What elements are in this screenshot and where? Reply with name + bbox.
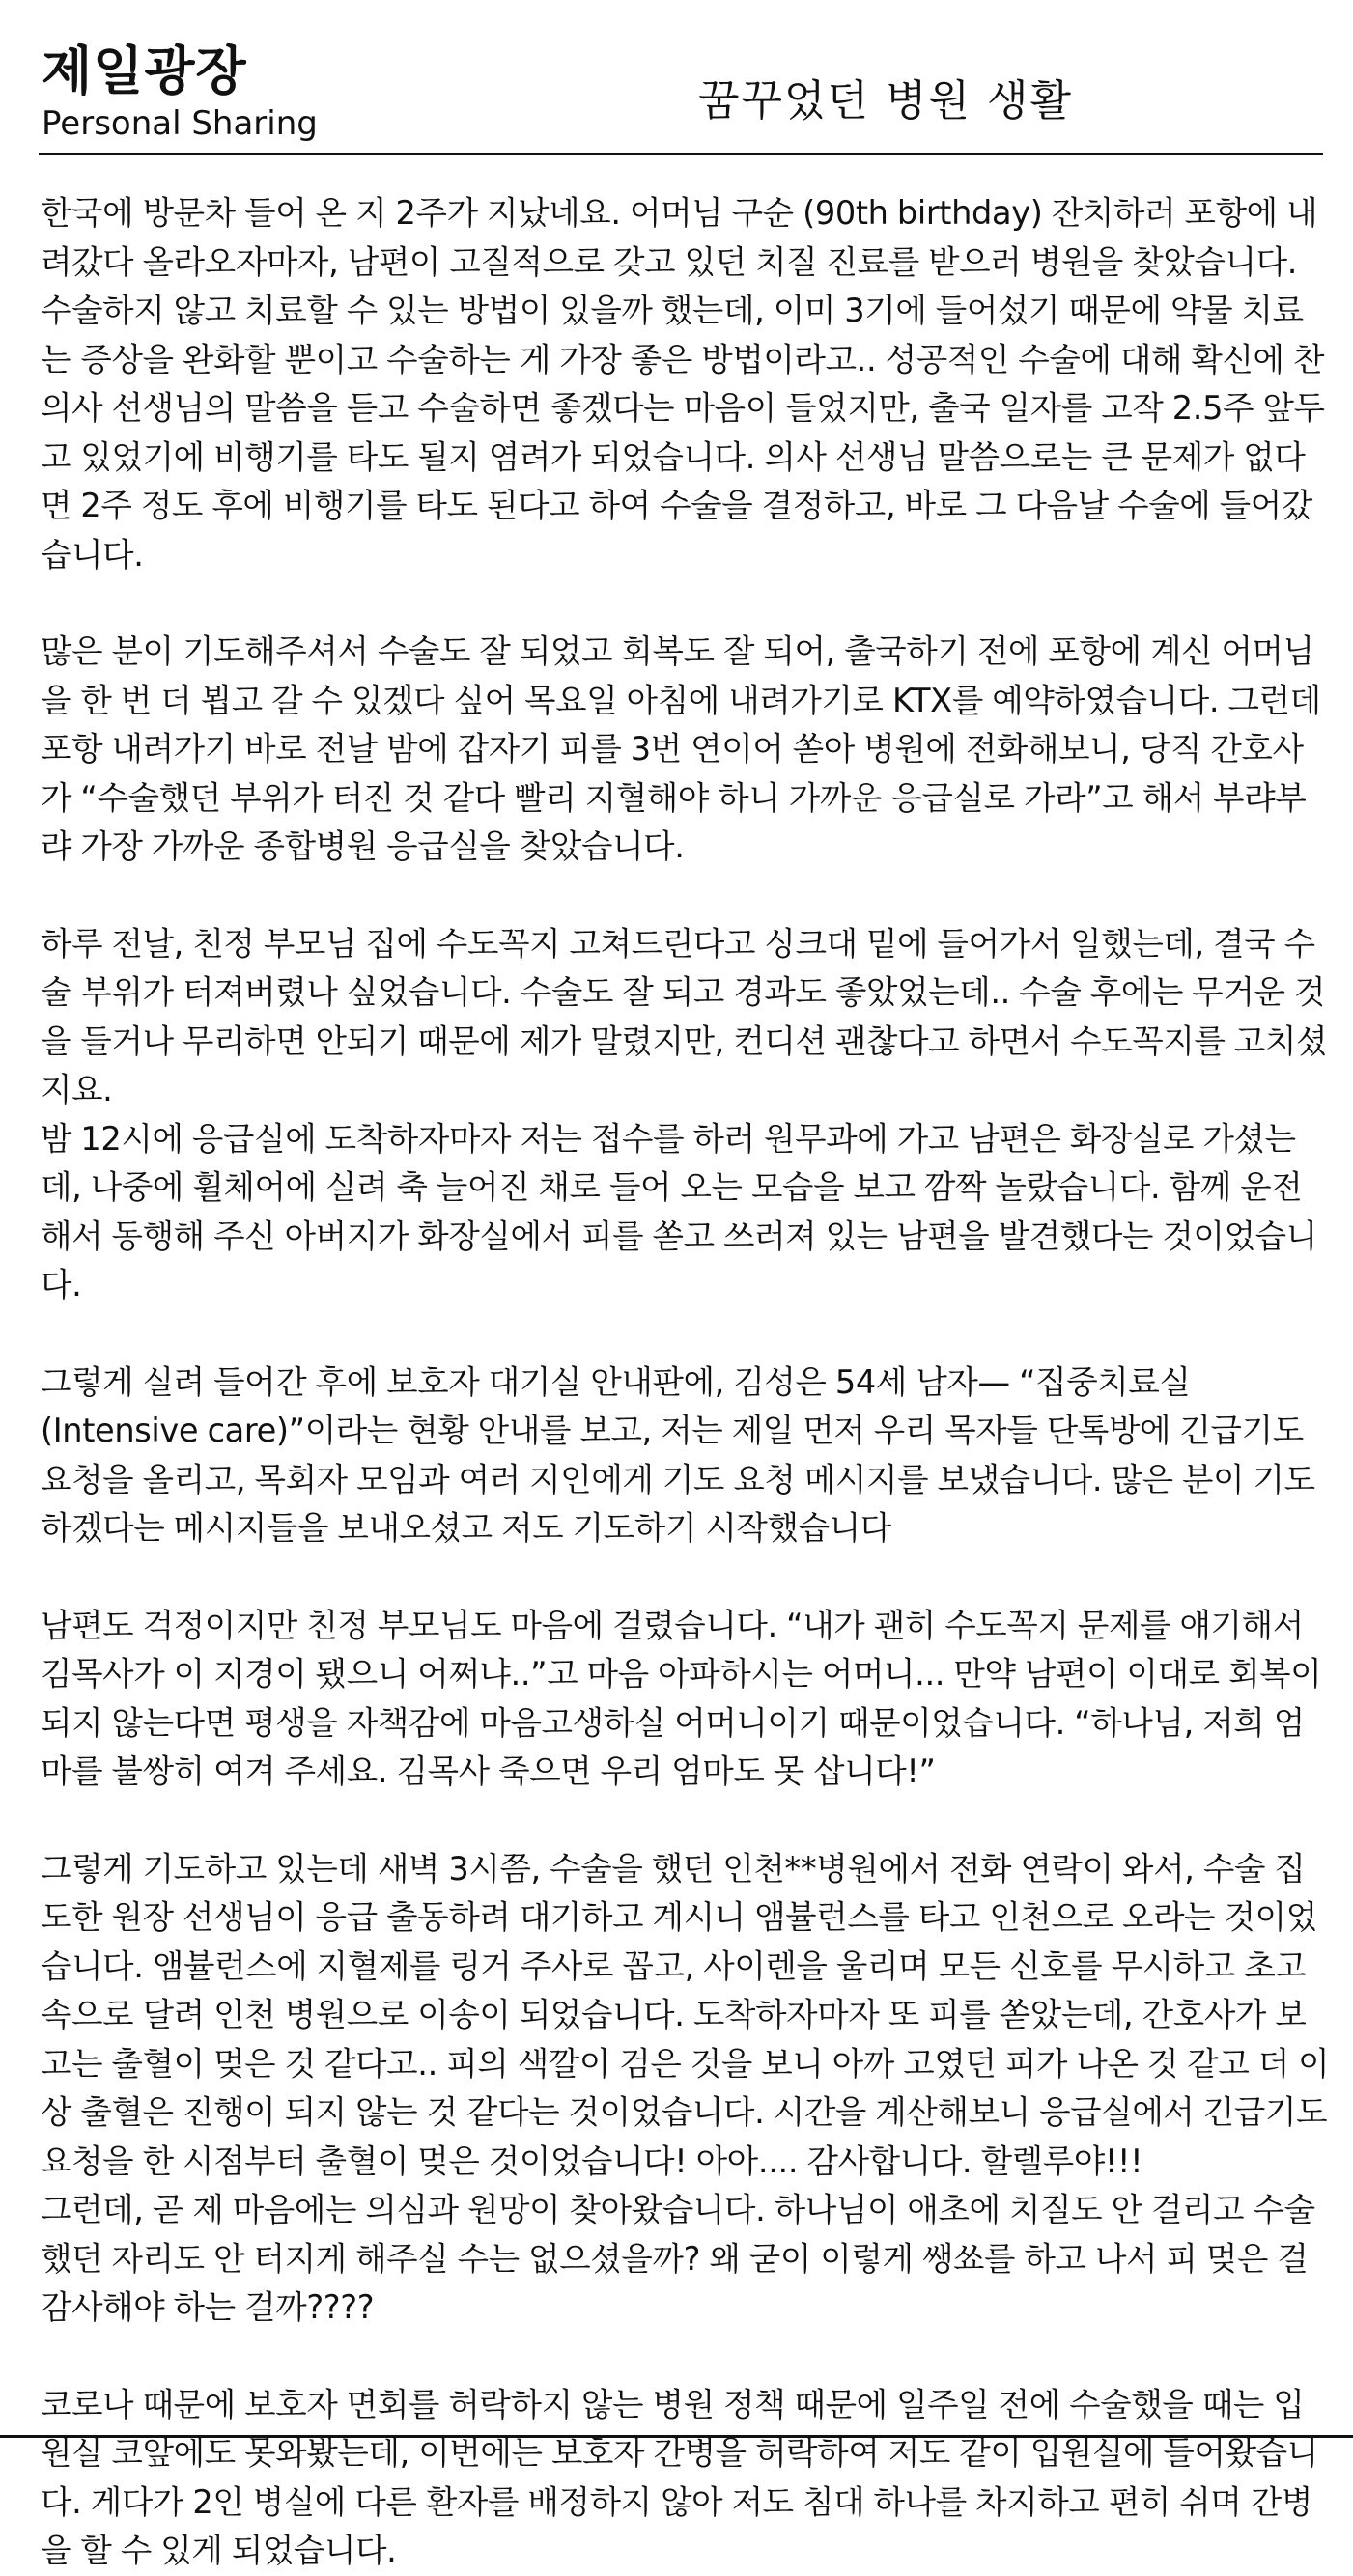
paragraph-7: 그렇게 기도하고 있는데 새벽 3시쯤, 수술을 했던 인천**병원에서 전화 연락이 와서, 수술 집도한 원장 선생님이 응급 출동하려 대기하고 계시니 앰뷸런스를 타고 인천으로 오라는 것이었습니다. 앰뷸런스에 지혈제를 링거 주사로 꼽고, 사이렌을 울리며 모든 신호를 무시하고 초고속으로 달려 인천 병원으로 이송이 되었습니다. 도착하자마자 또 피를 쏟았는데, 간호사가 보고는 출혈이 멎은 것 같다고.. 피의 색깔이 검은 것을 보니 아까 고였던 피가 나온 것 같고 더 이상 출혈은 진행이 되지 않는 것 같다는 것이었습니다. 시간을 계산해보니 응급실에서 긴급기도 요청을 한 시점부터 출혈이 멎은 것이었습니다! 아아.... 감사합니다. 할렐루야!!! <box>41 1849 1330 2180</box>
paragraph-6: 남편도 걱정이지만 친정 부모님도 마음에 걸렸습니다. “내가 괜히 수도꼭지 문제를 얘기해서 김목사가 이 지경이 됐으니 어쩌냐..”고 마음 아파하시는 어머니... 만약 남편이 이대로 회복이 되지 않는다면 평생을 자책감에 마음고생하실 어머니이기 때문이었습니다. “하나님, 저희 엄마를 불쌍히 여겨 주세요. 김목사 죽으면 우리 엄마도 못 삽니다!” <box>41 1606 1322 1790</box>
paragraph-4: 밤 12시에 응급실에 도착하자마자 저는 접수를 하러 원무과에 가고 남편은 화장실로 가셨는데, 나중에 휠체어에 실려 축 늘어진 채로 들어 오는 모습을 보고 깜짝 놀랐습니다. 함께 운전해서 동행해 주신 아버지가 화장실에서 피를 쏟고 쓰러져 있는 남편을 발견했다는 것이었습니다. <box>41 1119 1317 1303</box>
paragraph-3: 하루 전날, 친정 부모님 집에 수도꼭지 고쳐드린다고 싱크대 밑에 들어가서 일했는데, 결국 수술 부위가 터져버렸나 싶었습니다. 수술도 잘 되고 경과도 좋았었는데.. 수술 후에는 무거운 것을 들거나 무리하면 안되기 때문에 제가 말렸지만, 컨디션 괜찮다고 하면서 수도꼭지를 고치셨지요. <box>41 924 1328 1108</box>
page-header <box>39 35 1323 155</box>
paragraph-8: 그런데, 곧 제 마음에는 의심과 원망이 찾아왔습니다. 하나님이 애초에 치질도 안 걸리고 수술했던 자리도 안 터지게 해주실 수는 없으셨을까? 왜 굳이 이렇게 쌩쑈를 하고 나서 피 멎은 걸 감사해야 하는 걸까???? <box>41 2191 1315 2326</box>
paragraph-5: 그렇게 실려 들어간 후에 보호자 대기실 안내판에, 김성은 54세 남자— “집중치료실 (Intensive care)”이라는 현황 안내를 보고, 저는 제일 먼저 우리 목자들 단톡방에 긴급기도 요청을 올리고, 목회자 모임과 여러 지인에게 기도 요청 메시지를 보냈습니다. 많은 분이 기도하겠다는 메시지들을 보내오셨고 저도 기도하기 시작했습니다 <box>41 1362 1315 1547</box>
brand-subtitle: Personal Sharing <box>42 104 318 143</box>
paragraph-2: 많은 분이 기도해주셔서 수술도 잘 되었고 회복도 잘 되어, 출국하기 전에 포항에 계신 어머님을 한 번 더 뵙고 갈 수 있겠다 싶어 목요일 아침에 내려가기로 KTX를 예약하였습니다. 그런데 포항 내려가기 바로 전날 밤에 갑자기 피를 3번 연이어 쏟아 병원에 전화해보니, 당직 간호사가 “수술했던 부위가 터진 것 같다 빨리 지혈해야 하니 가까운 응급실로 가라”고 해서 부랴부랴 가장 가까운 종합병원 응급실을 찾았습니다. <box>41 632 1321 865</box>
paragraph-9: 코로나 때문에 보호자 면회를 허락하지 않는 병원 정책 때문에 일주일 전에 수술했을 때는 입원실 코앞에도 못와봤는데, 이번에는 보호자 간병을 허락하여 저도 같이 입원실에 들어왔습니다. 게다가 2인 병실에 다른 환자를 배정하지 않아 저도 침대 하나를 차지하고 편히 쉬며 간병을 할 수 있게 되었습니다. <box>41 2385 1318 2569</box>
article-title: 꿈꾸었던 병원 생활 <box>698 76 1074 126</box>
article-body <box>41 189 1333 2576</box>
brand-block <box>42 41 318 143</box>
footer-divider <box>0 2435 1353 2438</box>
brand-title: 제일광장 <box>42 41 247 101</box>
paragraph-1: 한국에 방문차 들어 온 지 2주가 지났네요. 어머님 구순 (90th birthday) 잔치하러 포항에 내려갔다 올라오자마자, 남편이 고질적으로 갖고 있던 치질 진료를 받으러 병원을 찾았습니다. 수술하지 않고 치료할 수 있는 방법이 있을까 했는데, 이미 3기에 들어섰기 때문에 약물 치료는 증상을 완화할 뿐이고 수술하는 게 가장 좋은 방법이라고.. 성공적인 수술에 대해 확신에 찬 의사 선생님의 말씀을 듣고 수술하면 좋겠다는 마음이 들었지만, 출국 일자를 고작 2.5주 앞두고 있었기에 비행기를 타도 될지 염려가 되었습니다. 의사 선생님 말씀으로는 큰 문제가 없다면 2주 정도 후에 비행기를 타도 된다고 하여 수술을 결정하고, 바로 그 다음날 수술에 들어갔습니다. <box>41 194 1325 574</box>
